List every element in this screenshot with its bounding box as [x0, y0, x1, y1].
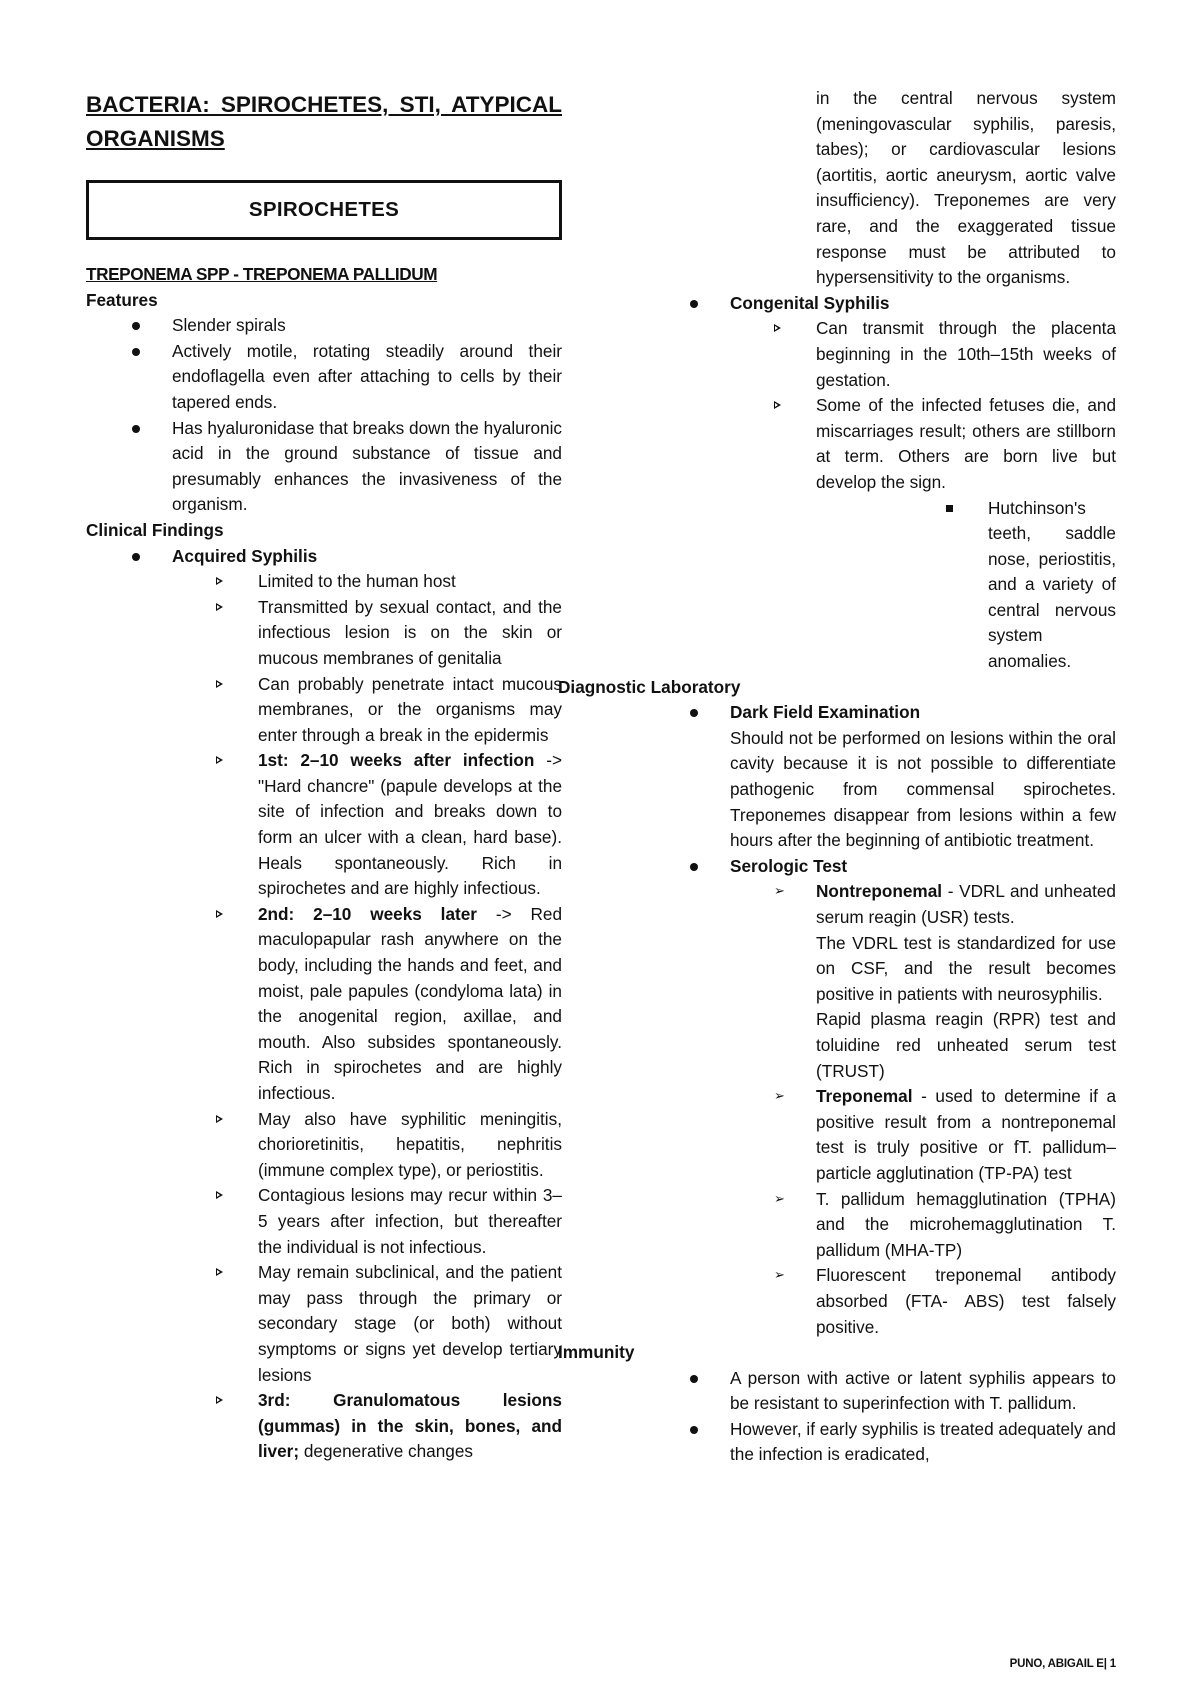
triangle-bullet-icon [216, 680, 224, 688]
serologic-list [644, 879, 1116, 1340]
list-item: Can transmit through the placenta beginning in the 10th–15th weeks of gestation. [644, 316, 1116, 393]
bullet-dot-icon [132, 322, 140, 330]
triangle-bullet-icon [216, 1191, 224, 1199]
triangle-bullet-icon [774, 401, 782, 409]
arrow-bullet-icon: ➢ [774, 1267, 785, 1283]
list-item: However, if early syphilis is treated adequately and the infection is eradicated, [644, 1417, 1116, 1468]
left-column [86, 88, 562, 1465]
triangle-bullet-icon [216, 1268, 224, 1276]
list-item: Hutchinson's teeth, saddle nose, periostitis, and a variety of central nervous system anomalies. [730, 496, 1116, 675]
list-item: ➢ Nontreponemal - VDRL and unheated serum reagin (USR) tests. The VDRL test is standardized for use on CSF, and the result becomes positive in patients with neurosyphilis. Rapid plasma reagin (RPR) test and toluidine red unheated serum test (TRUST) [774, 881, 1116, 1081]
list-item [644, 854, 1116, 1340]
triangle-bullet-icon [216, 1115, 224, 1123]
list-item [644, 700, 1116, 854]
tertiary-continuation: degenerative changes [299, 1441, 474, 1462]
triangle-bullet-icon [774, 324, 782, 332]
list-item-continuation [644, 86, 1116, 291]
right-column [558, 86, 1116, 1468]
square-bullet-icon [946, 505, 953, 512]
arrow-bullet-icon: ➢ [774, 1088, 785, 1104]
triangle-bullet-icon [216, 603, 224, 611]
features-list [86, 313, 562, 518]
triangle-bullet-icon [216, 1396, 224, 1404]
serologic-label: Serologic Test [730, 855, 848, 876]
bullet-dot-icon [690, 1375, 698, 1383]
arrow-bullet-icon: ➢ [774, 883, 785, 899]
bullet-dot-icon [690, 1426, 698, 1434]
features-heading: Features [86, 289, 158, 310]
list-item: Some of the infected fetuses die, and miscarriages result; others are stillborn at term. Others are born live but develop the sign. Hutchinson's teeth, saddle nose, periostitis, and a variety of central nervous system anomalies. [644, 393, 1116, 675]
list-item: A person with active or latent syphilis appears to be resistant to superinfection with T. pallidum. [644, 1366, 1116, 1417]
diagnostic-list [644, 700, 1116, 1340]
arrow-bullet-icon: ➢ [774, 1190, 785, 1206]
bullet-dot-icon [690, 709, 698, 717]
list-item: Contagious lesions may recur within 3–5 years after infection, but thereafter the individual is not infectious. [86, 1183, 562, 1260]
triangle-bullet-icon [216, 910, 224, 918]
bullet-dot-icon [690, 300, 698, 308]
list-item: May remain subclinical, and the patient may pass through the primary or secondary stage (or both) without symptoms or signs yet develop tertiary lesions [86, 1260, 562, 1388]
topic-heading: TREPONEMA SPP - TREPONEMA PALLIDUM [86, 264, 438, 284]
list-item: May also have syphilitic meningitis, chorioretinitis, hepatitis, nephritis (immune complex type), or periostitis. [86, 1107, 562, 1184]
list-item: ➢ Fluorescent treponemal antibody absorbed (FTA- ABS) test falsely positive. [774, 1265, 1116, 1337]
bullet-dot-icon [132, 348, 140, 356]
immunity-heading: Immunity [558, 1342, 635, 1363]
list-item: Has hyaluronidase that breaks down the hyaluronic acid in the ground substance of tissue and presumably enhances the invasiveness of the organism. [86, 416, 562, 518]
list-item: 3rd: Granulomatous lesions (gummas) in the skin, bones, and liver; degenerative changes [86, 1388, 562, 1465]
list-item: Can probably penetrate intact mucous membranes, or the organisms may enter through a break in the epidermis [86, 672, 562, 749]
acquired-list [86, 569, 562, 1465]
section-header: SPIROCHETES [248, 198, 400, 222]
list-item: 1st: 2–10 weeks after infection -> "Hard chancre" (papule develops at the site of infection and breaks down to form an ulcer with a clean, hard base). Heals spontaneously. Rich in spirochetes and are highly infectious. [86, 748, 562, 902]
list-item: ➢ Treponemal - used to determine if a positive result from a nontreponemal test is truly positive or fT. pallidum–particle agglutination (TP-PA) test [774, 1086, 1116, 1183]
tertiary-lesions-continued: in the central nervous system (meningovascular syphilis, paresis, tabes); or cardiovascular lesions (aortitis, aortic aneurysm, aortic valve insufficiency). Treponemes are very rare, and the exaggerated tissue response must be attributed to hypersensitivity to the organisms. [816, 88, 1116, 288]
list-item [86, 544, 562, 1465]
page-title: BACTERIA: SPIROCHETES, STI, ATYPICAL ORGANISMS [86, 92, 562, 151]
triangle-bullet-icon [216, 756, 224, 764]
bullet-dot-icon [690, 863, 698, 871]
list-item: Limited to the human host [86, 569, 562, 595]
clinical-heading: Clinical Findings [86, 519, 224, 540]
bullet-dot-icon [132, 425, 140, 433]
clinical-list [86, 544, 562, 1465]
immunity-list [644, 1366, 1116, 1468]
diagnostic-heading: Diagnostic Laboratory [558, 676, 741, 697]
triangle-bullet-icon [216, 577, 224, 585]
list-item: 2nd: 2–10 weeks later -> Red maculopapular rash anywhere on the body, including the hands and feet, and moist, pale papules (condyloma lata) in the anogenital region, axillae, and mouth. Also subsides spontaneously. Rich in spirochetes and are highly infectious. [86, 902, 562, 1107]
list-item [644, 291, 1116, 675]
list-item: ➢ T. pallidum hemagglutination (TPHA) and the microhemagglutination T. pallidum (MHA-TP) [774, 1188, 1116, 1260]
acquired-syphilis-label: Acquired Syphilis [172, 545, 318, 566]
list-item: Slender spirals [86, 313, 562, 339]
congenital-list [644, 316, 1116, 674]
dark-field-text: Should not be performed on lesions within the oral cavity because it is not possible to differentiate pathogenic from commensal spirochetes. Treponemes disappear from lesions within a few hours after the beginning of antibiotic treatment. [730, 727, 1116, 851]
bullet-dot-icon [132, 553, 140, 561]
dark-field-label: Dark Field Examination [730, 702, 921, 723]
list-item: Transmitted by sexual contact, and the infectious lesion is on the skin or mucous membranes of genitalia [86, 595, 562, 672]
section-header-box [86, 180, 562, 240]
page-footer: PUNO, ABIGAIL E| 1 [1009, 1658, 1116, 1670]
congenital-syphilis-label: Congenital Syphilis [730, 292, 890, 313]
list-item: Actively motile, rotating steadily around their endoflagella even after attaching to cells by their tapered ends. [86, 339, 562, 416]
